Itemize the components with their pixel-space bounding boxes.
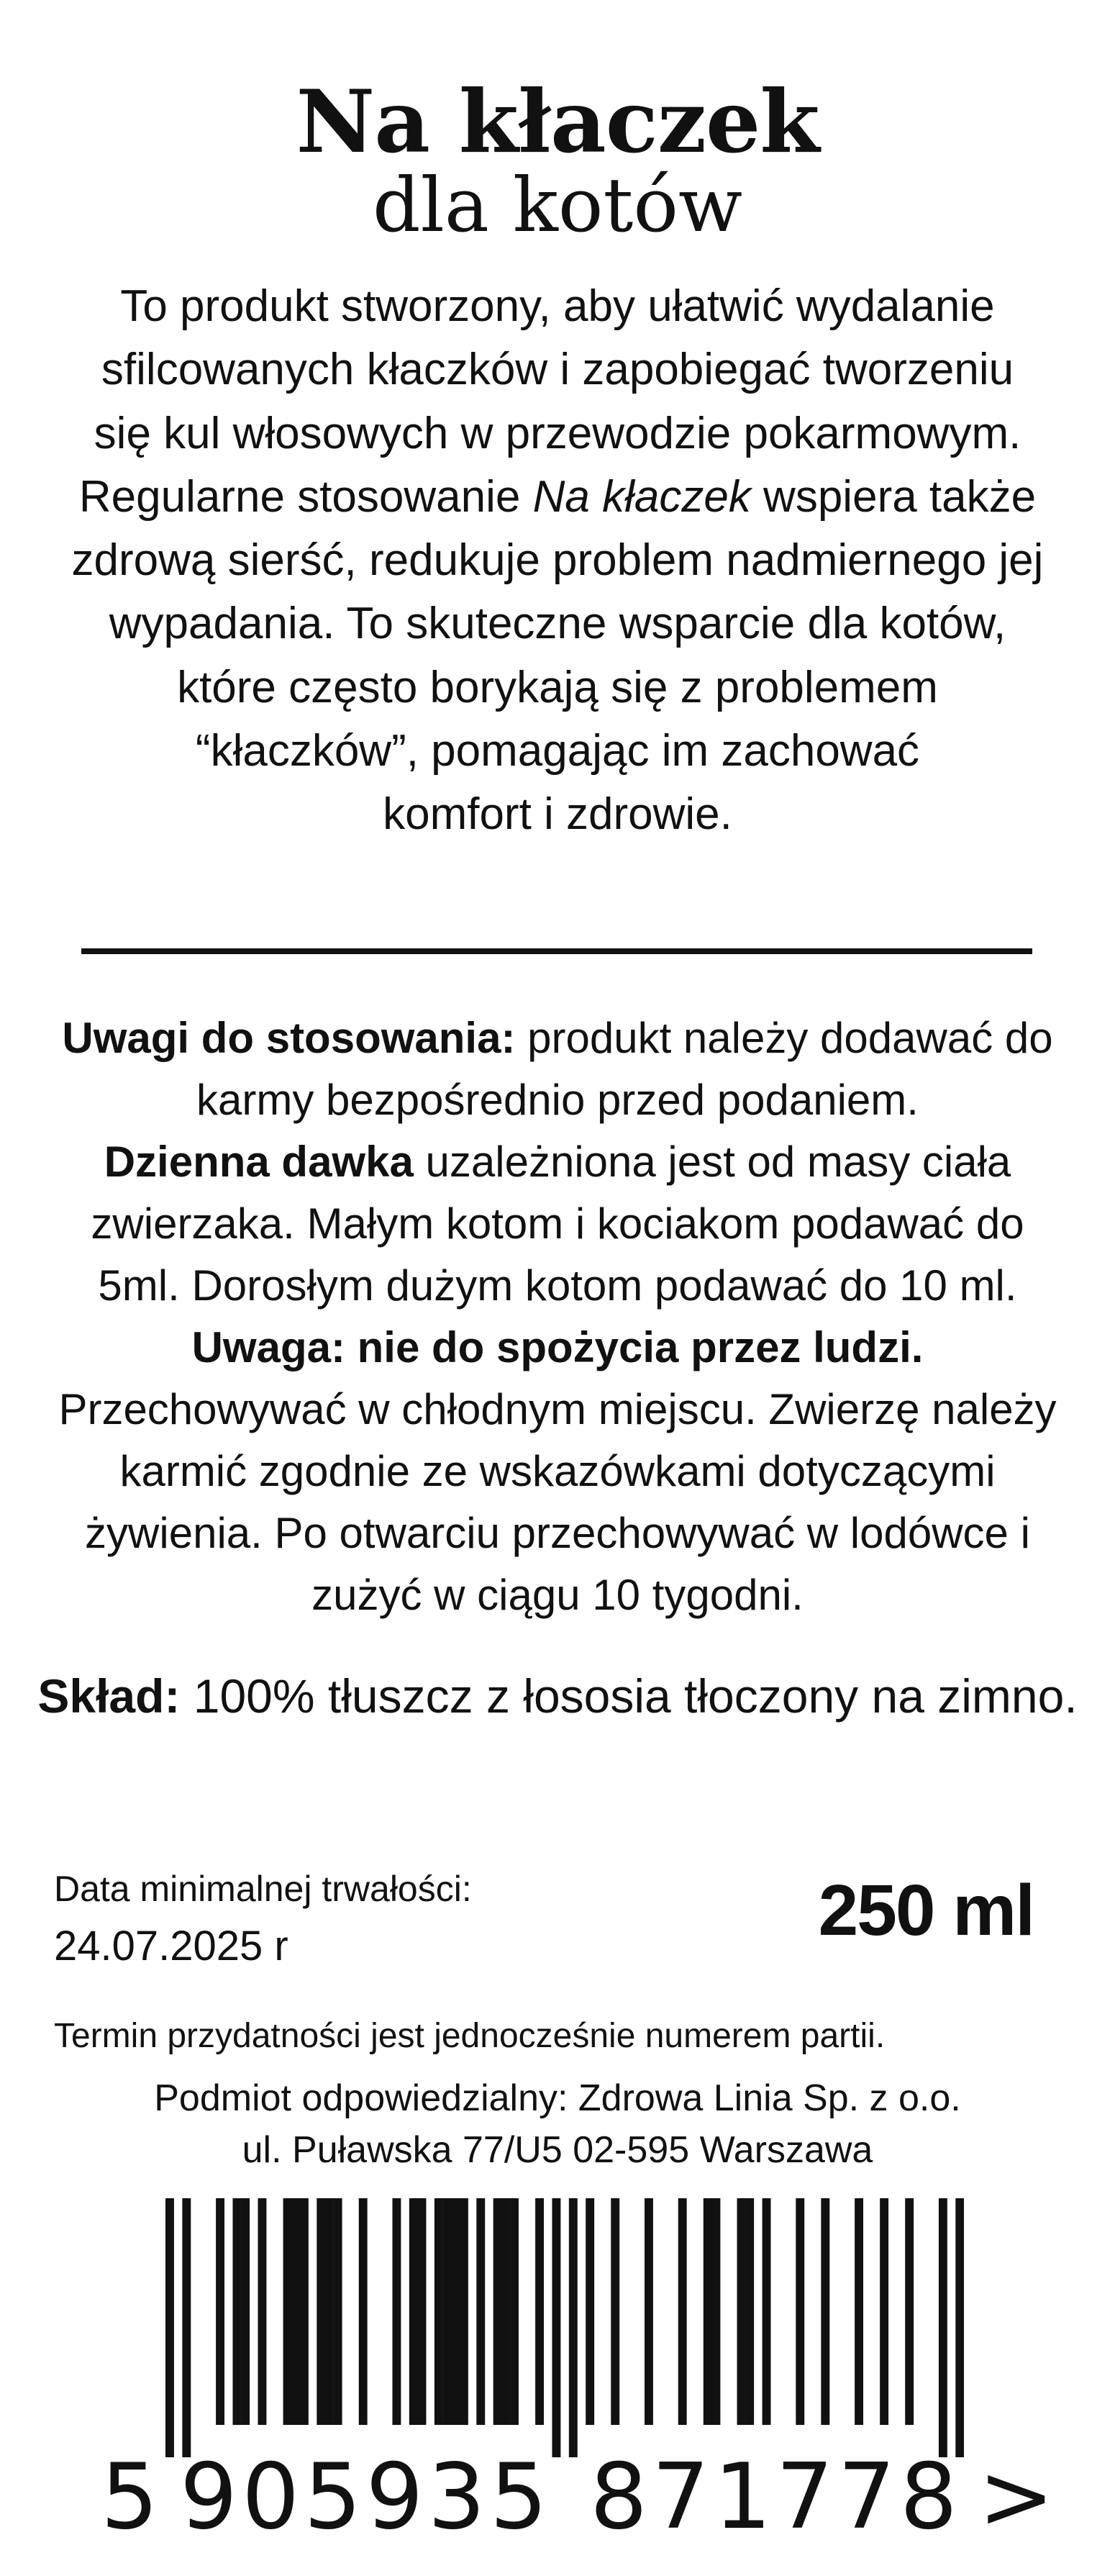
barcode-bar [325,2198,334,2425]
description-line: się kul włosowych w przewodzie pokarmowym. [94,408,1021,458]
barcode-guard-bar [569,2198,578,2457]
barcode-bar [443,2198,452,2425]
usage-line: Uwagi do stosowania: produkt należy dodawać do [62,1014,1053,1062]
usage-line: karmić zgodnie ze wskazówkami dotyczącymi [119,1447,996,1495]
barcode-bar [334,2198,342,2425]
barcode-bar [855,2198,863,2425]
barcode-bar [745,2198,754,2425]
barcode-bar [241,2198,250,2425]
barcode-bar [737,2198,746,2425]
description-line: komfort i zdrowie. [383,789,732,840]
barcode-bar [704,2198,712,2425]
usage-line: 5ml. Dorosłym dużym kotom podawać do 10 ml. [98,1261,1017,1310]
ingredients [22,1664,1093,1728]
barcode-right-group: 871778 [590,2444,962,2549]
barcode-guard-bar [552,2198,560,2457]
usage-line: Przechowywać w chłodnym miejscu. Zwierzę należy [58,1385,1057,1433]
barcode-bar [460,2198,468,2425]
product-name-italic: Na kłaczek [532,471,751,522]
best-before-label: Data minimalnej trwałości: [54,1869,472,1909]
barcode-bar [493,2198,502,2425]
barcode-bar [409,2198,418,2425]
barcode-bar [434,2198,443,2425]
barcode-first-digit: 5 [101,2444,159,2549]
barcode-bar [359,2198,368,2425]
barcode-bar [392,2198,401,2425]
barcode-bar [258,2198,267,2425]
ingredients-label: Skład: [37,1669,181,1723]
best-before-date: 24.07.2025 r [54,1923,288,1969]
barcode-digits [0,2443,1115,2551]
product-title: Na kłaczek [296,71,819,173]
section-divider [81,948,1032,954]
barcode-guard-bar [939,2198,947,2457]
barcode-guard-bar [182,2198,191,2457]
description-line: “kłaczków”, pomagając im zachować [195,726,920,776]
description-line: które często borykają się z problemem [177,662,938,712]
description-line: Regularne stosowanie Na kłaczek wspiera także [78,471,1037,522]
ingredients-text: 100% tłuszcz z łososia tłoczony na zimno. [180,1669,1078,1723]
usage-line: zwierzaka. Małym kotom i kociakom podawać do [91,1199,1024,1248]
barcode-bar [476,2198,485,2425]
warning-line: Uwaga: nie do spożycia przez ludzi. [191,1323,924,1371]
barcode-bar [586,2198,594,2425]
barcode-bar [645,2198,653,2425]
barcode-bar [283,2198,292,2425]
barcode-left-group: 905935 [180,2444,552,2549]
barcode-bar [510,2198,519,2425]
volume: 250 ml [818,1870,1034,1951]
barcode-bar [300,2198,309,2425]
responsible-address: ul. Puławska 77/U5 02-595 Warszawa [242,2129,873,2171]
usage-heading: Uwagi do stosowania: [62,1014,516,1062]
description-line: sfilcowanych kłaczków i zapobiegać tworzeniu [101,345,1014,395]
barcode-bar [611,2198,619,2425]
usage-instructions [29,1007,1086,1626]
responsible-line: Podmiot odpowiedzialny: Zdrowa Linia Sp. z o.o. [154,2077,961,2119]
barcode-bar [418,2198,427,2425]
description-line: wypadania. To skuteczne wsparcie dla kotów, [109,599,1006,649]
barcode-bar [821,2198,829,2425]
usage-line: zużyć w ciągu 10 tygodni. [311,1571,804,1619]
barcode-guard-bar [165,2198,174,2457]
barcode-bar [678,2198,687,2425]
barcode-bar [880,2198,888,2425]
usage-line: karmy bezpośrednio przed podaniem. [196,1076,919,1124]
barcode-bar [763,2198,771,2425]
barcode-bar [216,2198,224,2425]
responsible-entity [0,2072,1115,2176]
barcode-bar [291,2198,300,2425]
barcode-bar [317,2198,325,2425]
usage-line: żywienia. Po otwarciu przechowywać w lodówce i [85,1509,1030,1557]
daily-dose-heading: Dzienna dawka [104,1138,414,1186]
barcode [165,2198,964,2457]
barcode-bar [905,2198,914,2425]
barcode-bar [711,2198,720,2425]
description-line: zdrową sierść, redukuje problem nadmiernego jej [71,535,1044,586]
product-description [43,275,1072,847]
usage-line: Dzienna dawka uzależniona jest od masy ciała [104,1138,1011,1186]
barcode-guard-bar [955,2198,964,2457]
barcode-bar [796,2198,804,2425]
batch-note: Termin przydatności jest jednocześnie numerem partii. [54,2017,886,2055]
description-line: To produkt stworzony, aby ułatwić wydalanie [120,281,995,331]
product-subtitle: dla kotów [373,161,742,249]
barcode-bar [535,2198,544,2425]
barcode-bar [501,2198,510,2425]
barcode-quiet-zone-marker: > [978,2444,1055,2549]
barcode-bar [232,2198,241,2425]
barcode-bar [451,2198,460,2425]
